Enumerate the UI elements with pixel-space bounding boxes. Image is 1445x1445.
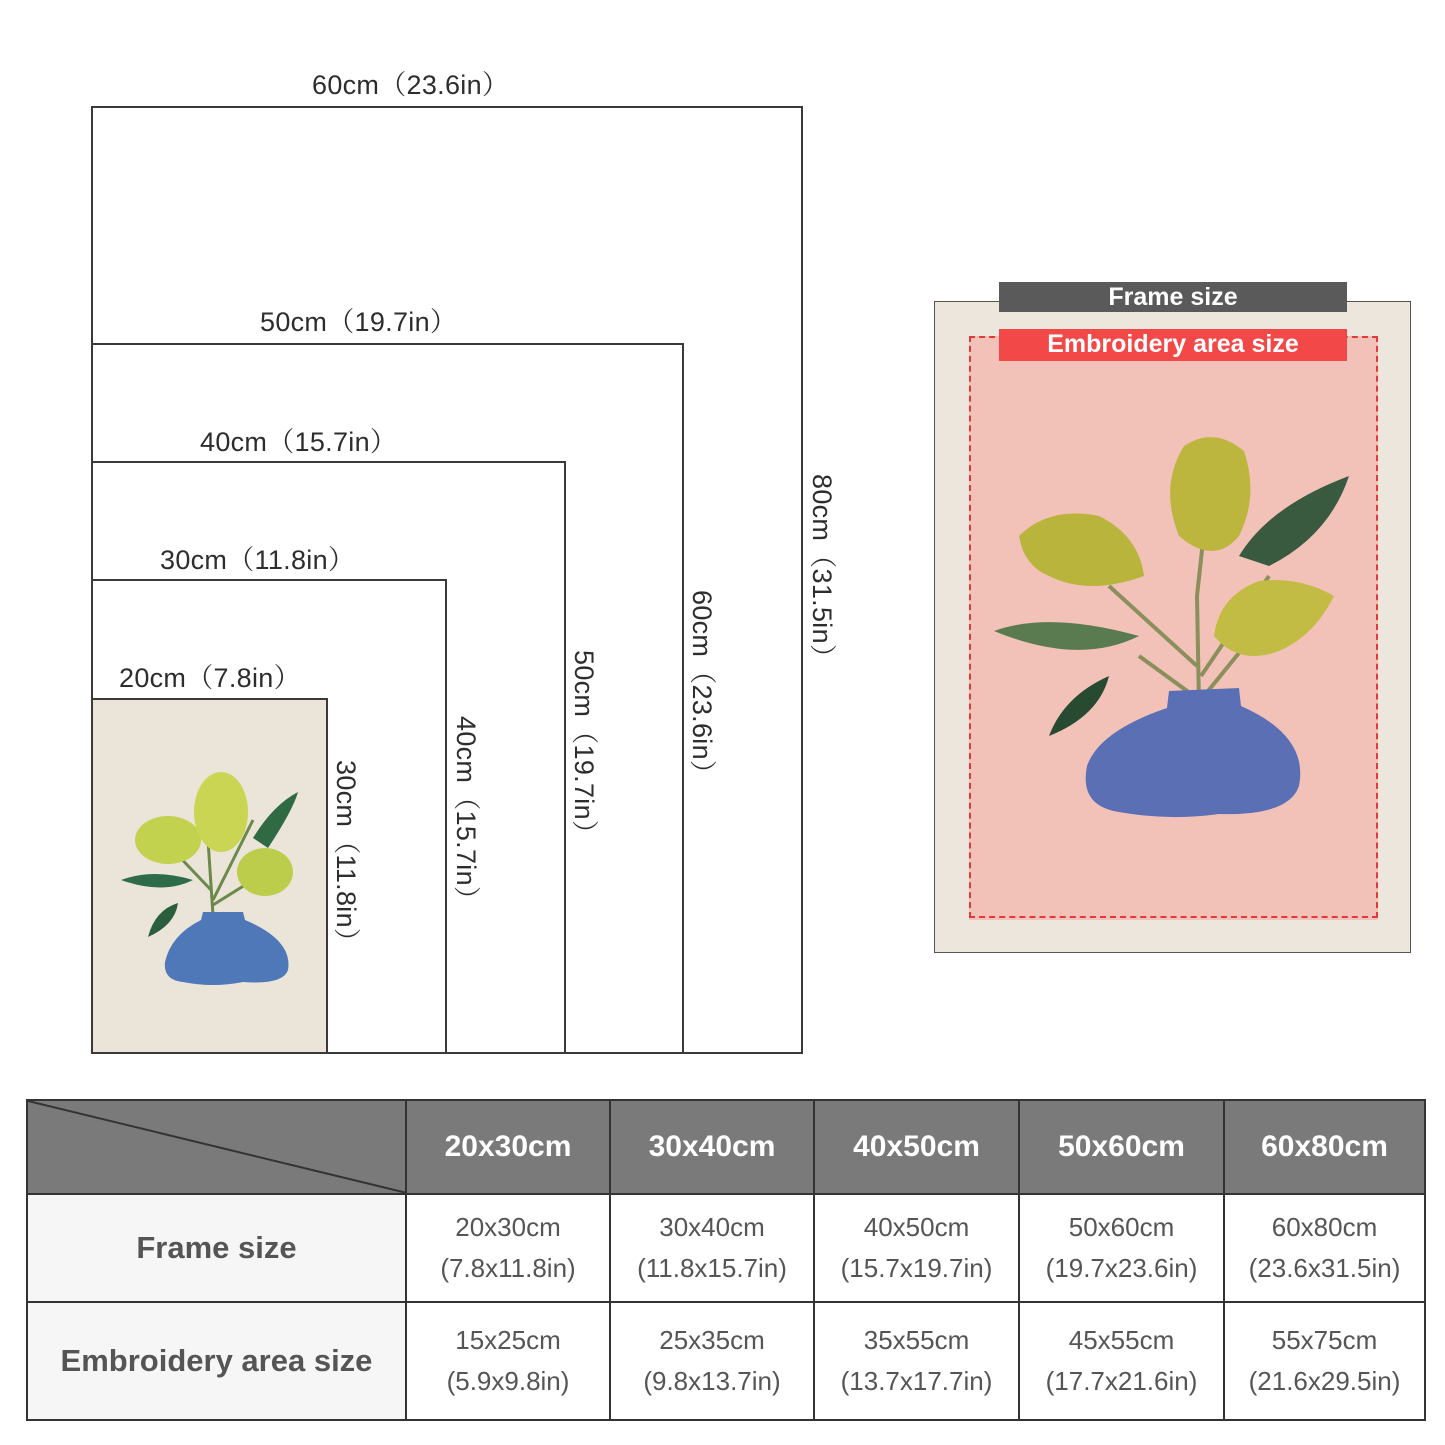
cell-in: (9.8x13.7in) bbox=[643, 1366, 781, 1396]
table-cell bbox=[406, 1302, 610, 1420]
size-table bbox=[26, 1099, 1426, 1421]
table-header-30x40: 30x40cm bbox=[610, 1100, 814, 1194]
cell-in: (11.8x15.7in) bbox=[637, 1253, 787, 1283]
cell-in: (21.6x29.5in) bbox=[1248, 1366, 1401, 1396]
height-label-80cm: 80cm（31.5in） bbox=[807, 474, 837, 672]
width-label-30cm: 30cm（11.8in） bbox=[160, 545, 356, 575]
cell-in: (5.9x9.8in) bbox=[446, 1366, 570, 1396]
embroidery-area-size-tag: Embroidery area size bbox=[999, 329, 1347, 361]
cell-in: (15.7x19.7in) bbox=[840, 1253, 993, 1283]
row-label-embroidery-area-size: Embroidery area size bbox=[27, 1302, 406, 1420]
table-cell bbox=[610, 1302, 814, 1420]
cell-in: (7.8x11.8in) bbox=[440, 1253, 576, 1283]
large-embroidery-preview bbox=[934, 301, 1411, 953]
table-cell bbox=[814, 1194, 1019, 1302]
table-cell bbox=[1019, 1194, 1224, 1302]
row-label-frame-size: Frame size bbox=[27, 1194, 406, 1302]
table-header-20x30: 20x30cm bbox=[406, 1100, 610, 1194]
table-cell bbox=[1224, 1194, 1425, 1302]
small-embroidery-image bbox=[93, 700, 326, 1052]
cell-cm: 25x35cm bbox=[659, 1325, 765, 1355]
table-cell bbox=[406, 1194, 610, 1302]
width-label-60cm: 60cm（23.6in） bbox=[312, 70, 510, 100]
cell-cm: 60x80cm bbox=[1271, 1212, 1378, 1242]
table-cell bbox=[1019, 1302, 1224, 1420]
cell-cm: 45x55cm bbox=[1068, 1325, 1175, 1355]
table-header-60x80: 60x80cm bbox=[1224, 1100, 1425, 1194]
width-label-50cm: 50cm（19.7in） bbox=[260, 307, 458, 337]
table-header-row bbox=[27, 1100, 1425, 1194]
height-label-40cm: 40cm（15.7in） bbox=[451, 716, 481, 914]
table-row-frame-size bbox=[27, 1194, 1425, 1302]
width-label-20cm: 20cm（7.8in） bbox=[119, 663, 301, 693]
height-label-30cm: 30cm（11.8in） bbox=[331, 760, 361, 956]
width-label-40cm: 40cm（15.7in） bbox=[200, 427, 398, 457]
table-header-50x60: 50x60cm bbox=[1019, 1100, 1224, 1194]
cell-cm: 35x55cm bbox=[863, 1325, 970, 1355]
cell-cm: 40x50cm bbox=[863, 1212, 970, 1242]
cell-cm: 30x40cm bbox=[659, 1212, 765, 1242]
cell-cm: 15x25cm bbox=[455, 1325, 561, 1355]
table-header-40x50: 40x50cm bbox=[814, 1100, 1019, 1194]
embroidery-area-dashed-outline bbox=[969, 336, 1378, 918]
cell-cm: 55x75cm bbox=[1271, 1325, 1378, 1355]
cell-in: (17.7x21.6in) bbox=[1045, 1366, 1198, 1396]
height-label-60cm: 60cm（23.6in） bbox=[687, 590, 717, 788]
table-cell bbox=[814, 1302, 1019, 1420]
frame-size-tag: Frame size bbox=[999, 282, 1347, 312]
table-cell bbox=[610, 1194, 814, 1302]
cell-in: (13.7x17.7in) bbox=[840, 1366, 993, 1396]
cell-in: (23.6x31.5in) bbox=[1248, 1253, 1401, 1283]
cell-cm: 20x30cm bbox=[455, 1212, 561, 1242]
height-label-50cm: 50cm（19.7in） bbox=[569, 650, 599, 848]
table-corner-cell bbox=[27, 1100, 406, 1194]
cell-cm: 50x60cm bbox=[1068, 1212, 1175, 1242]
cell-in: (19.7x23.6in) bbox=[1045, 1253, 1198, 1283]
table-row-embroidery-area-size bbox=[27, 1302, 1425, 1420]
small-plant-illustration bbox=[121, 772, 298, 985]
table-cell bbox=[1224, 1302, 1425, 1420]
